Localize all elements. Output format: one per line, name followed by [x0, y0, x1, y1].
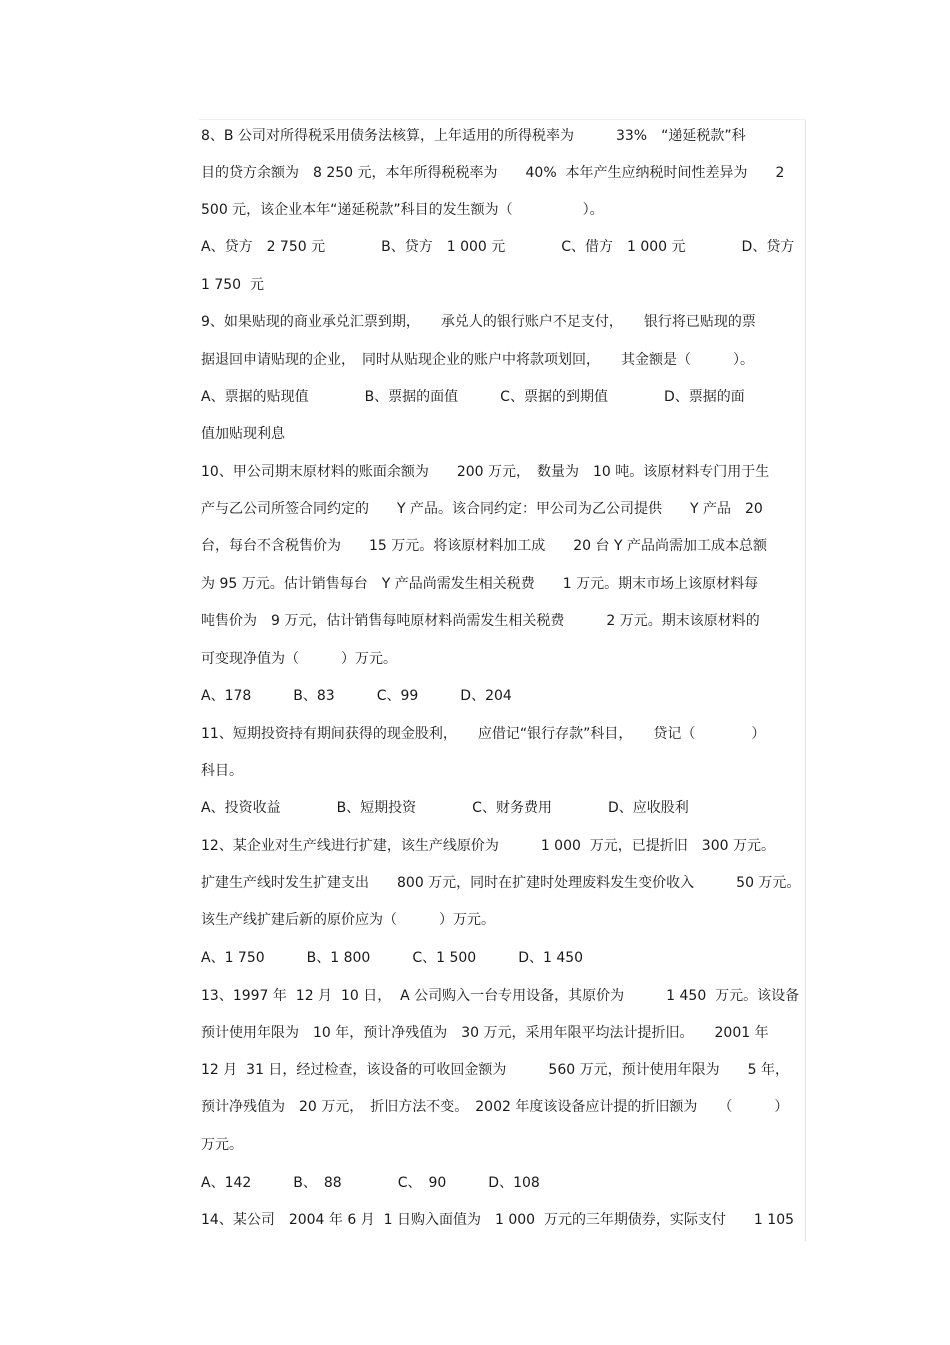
text-line-q13-3: 12 月 31 日，经过检查，该设备的可收回金额为 560 万元，预计使用年限为 5 年， [201, 1062, 789, 1078]
text-line-q8-3: 500 元，该企业本年“递延税款”科目的发生额为（ ）。 [201, 202, 604, 218]
question-text-block [199, 119, 806, 1241]
text-line-q10-1: 10、甲公司期末原材料的账面余额为 200 万元， 数量为 10 吨。该原材料专门用于生 [201, 464, 770, 480]
text-line-q12-options: A、1 750 B、1 800 C、1 500 D、1 450 [201, 950, 584, 966]
text-line-q13-4: 预计净残值为 20 万元， 折旧方法不变。 2002 年度该设备应计提的折旧额为 （ ） [201, 1099, 789, 1115]
text-line-q13-5: 万元。 [201, 1137, 243, 1153]
text-line-q11-options: A、投资收益 B、短期投资 C、财务费用 D、应收股利 [201, 800, 689, 816]
text-line-q9-1: 9、如果贴现的商业承兑汇票到期， 承兑人的银行账户不足支付， 银行将已贴现的票 [201, 314, 756, 330]
text-line-q10-options: A、178 B、83 C、99 D、204 [201, 688, 512, 704]
text-line-q10-4: 为 95 万元。估计销售每台 Y 产品尚需发生相关税费 1 万元。期末市场上该原材料每 [201, 576, 759, 592]
text-line-q11-1: 11、短期投资持有期间获得的现金股利， 应借记“银行存款”科目， 贷记（ ） [201, 726, 766, 742]
text-line-q8-1: 8、B 公司对所得税采用债务法核算，上年适用的所得税率为 33% “递延税款”科 [201, 128, 746, 144]
text-line-q12-1: 12、某企业对生产线进行扩建，该生产线原价为 1 000 万元，已提折旧 300 万元。 [201, 838, 775, 854]
text-line-q10-6: 可变现净值为（ ）万元。 [201, 651, 397, 667]
text-line-q8-2: 目的贷方余额为 8 250 元，本年所得税税率为 40% 本年产生应纳税时间性差异为 2 [201, 165, 785, 181]
text-line-q14-1: 14、某公司 2004 年 6 月 1 日购入面值为 1 000 万元的三年期债券，实际支付 1 105 [201, 1212, 795, 1228]
text-line-q8-options-cont: 1 750 元 [201, 277, 264, 293]
text-line-q9-options: A、票据的贴现值 B、票据的面值 C、票据的到期值 D、票据的面 [201, 389, 745, 405]
text-line-q12-3: 该生产线扩建后新的原价应为（ ）万元。 [201, 912, 495, 928]
text-line-q13-1: 13、1997 年 12 月 10 日， A 公司购入一台专用设备，其原价为 1 450 万元。该设备 [201, 988, 800, 1004]
text-line-q12-2: 扩建生产线时发生扩建支出 800 万元，同时在扩建时处理废料发生变价收入 50 万元。 [201, 875, 801, 891]
text-line-q13-options: A、142 B、 88 C、 90 D、108 [201, 1175, 540, 1191]
text-line-q10-3: 台，每台不含税售价为 15 万元。将该原材料加工成 20 台 Y 产品尚需加工成本总额 [201, 538, 767, 554]
text-line-q9-options-cont: 值加贴现利息 [201, 426, 285, 442]
text-line-q11-2: 科目。 [201, 763, 243, 779]
text-line-q9-2: 据退回申请贴现的企业， 同时从贴现企业的账户中将款项划回， 其金额是（ ）。 [201, 352, 754, 368]
text-line-q8-options: A、贷方 2 750 元 B、贷方 1 000 元 C、借方 1 000 元 D、贷方 [201, 239, 795, 255]
text-line-q13-2: 预计使用年限为 10 年，预计净残值为 30 万元，采用年限平均法计提折旧。 2001 年 [201, 1025, 769, 1041]
text-line-q10-2: 产与乙公司所签合同约定的 Y 产品。该合同约定：甲公司为乙公司提供 Y 产品 20 [201, 501, 763, 517]
text-line-q10-5: 吨售价为 9 万元，估计销售每吨原材料尚需发生相关税费 2 万元。期末该原材料的 [201, 613, 760, 629]
